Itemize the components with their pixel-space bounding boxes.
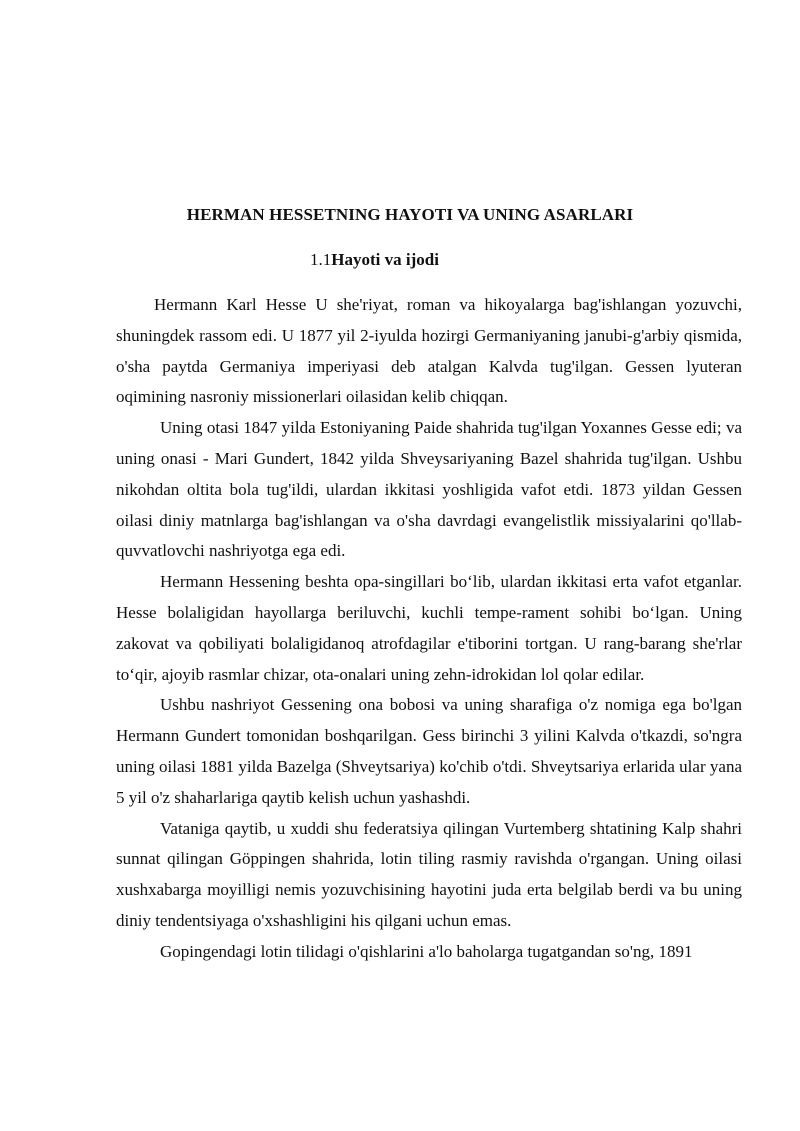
section-number: 1.1 bbox=[310, 250, 332, 269]
paragraph: Ushbu nashriyot Gessening ona bobosi va uning sharafiga o'z nomiga ega bo'lgan Hermann Gundert tomonidan boshqarilgan. Gess birinchi 3 yilini Kalvda o'tkazdi, so'ngra uning oilasi 1881 yilda Bazelga (Shveytsariya) ko'chib o'tdi. Shveytsariya erlarida ular yana 5 yil o'z shaharlariga qaytib kelish uchun yashashdi. bbox=[116, 695, 742, 807]
paragraph: Gopingendagi lotin tilidagi o'qishlarini a'lo baholarga tugatgandan so'ng, 1891 bbox=[160, 941, 693, 961]
paragraph: Hermann Karl Hesse U she'riyat, roman va hikoyalarga bag'ishlangan yozuvchi, shuningdek rassom edi. U 1877 yil 2-iyulda hozirgi Germaniyaning janubi-g'arbiy qismida, o'sha paytda Germaniya imperiyasi deb atalgan Kalvda tug'ilgan. Gessen lyuteran oqimining nasroniy missionerlari oilasidan kelib chiqqan. bbox=[116, 295, 742, 407]
document-title: HERMAN HESSETNING HAYOTI VA UNING ASARLARI bbox=[186, 205, 634, 224]
paragraph: Hermann Hessening beshta opa-singillari bo‘lib, ulardan ikkitasi erta vafot etganlar. Hesse bolaligidan hayollarga beriluvchi, kuchli tempe-rament sohibi bo‘lgan. Uning zakovat va qobiliyati bolaligidanoq atrofdagilar e'tiborini tortgan. U rang-barang she'rlar to‘qir, ajoyib rasmlar chizar, ota-onalari uning zehn-idrokidan lol qolar edilar. bbox=[116, 572, 742, 684]
paragraph: Vataniga qaytib, u xuddi shu federatsiya qilingan Vurtemberg shtatining Kalp shahri sunnat qilingan Göppingen shahrida, lotin tiling rasmiy ravishda o'rgangan. Uning oilasi xushxabarga moyilligi nemis yozuvchisining hayotini juda erta belgilab berdi va bu uning diniy tendentsiyaga o'xshashligini his qilgani uchun emas. bbox=[116, 818, 742, 930]
section-heading bbox=[310, 250, 439, 270]
section-title: Hayoti va ijodi bbox=[331, 250, 439, 269]
paragraph: Uning otasi 1847 yilda Estoniyaning Paide shahrida tug'ilgan Yoxannes Gesse edi; va uning onasi - Mari Gundert, 1842 yilda Shveysariyaning Bazel shahrida tug'ilgan. Ushbu nikohdan oltita bola tug'ildi, ulardan ikkitasi yoshligida vafot etdi. 1873 yildan Gessen oilasi diniy matnlarga bag'ishlangan va o'sha davrdagi evangelistlik missiyalarini qo'llab-quvvatlovchi nashriyotga ega edi. bbox=[116, 418, 742, 561]
body-text bbox=[116, 290, 742, 968]
